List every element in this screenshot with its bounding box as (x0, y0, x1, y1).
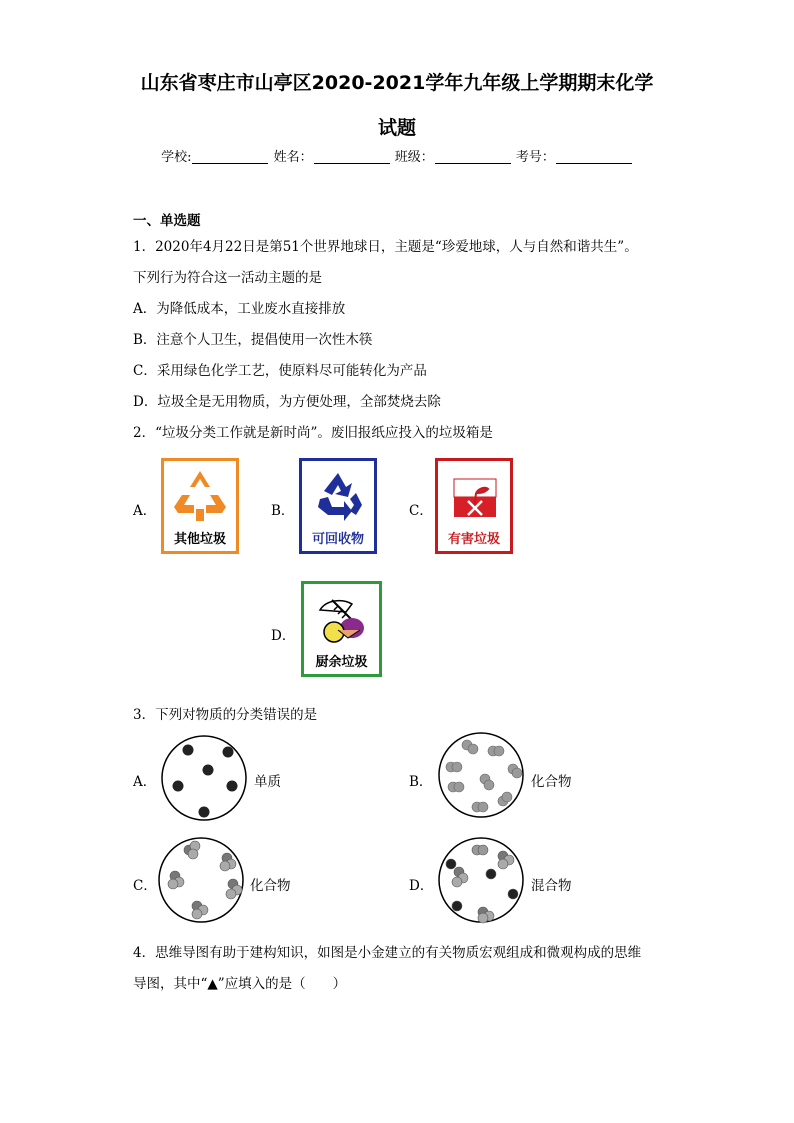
q3-option-b-letter: B． (409, 774, 433, 790)
q2-option-d-bin[interactable] (301, 581, 382, 677)
q3-option-b-label: 化合物 (531, 774, 572, 790)
hazardous-waste-icon (446, 467, 502, 529)
bin-label-other: 其他垃圾 (173, 532, 226, 547)
page-title: 山东省枣庄市山亭区2020-2021学年九年级上学期期末化学 (140, 72, 654, 94)
q2-option-a-bin[interactable] (161, 458, 239, 554)
q3-option-d-letter: D． (409, 878, 434, 894)
q1-option-c[interactable]: C．采用绿色化学工艺，使原料尽可能转化为产品 (133, 363, 427, 379)
q3-a-particle-diagram[interactable] (160, 734, 248, 822)
recycle-icon (310, 467, 366, 529)
q2-option-c-bin[interactable] (435, 458, 513, 554)
q2-option-b-letter: B． (271, 503, 295, 519)
class-label: 班级： (394, 150, 434, 165)
q1-option-d[interactable]: D．垃圾全是无用物质，为方便处理，全部焚烧去除 (133, 394, 441, 410)
q3-d-particle-diagram[interactable] (437, 836, 525, 924)
other-waste-icon (172, 467, 228, 529)
q4-stem-line2: 导图，其中“▲”应填入的是（ ） (133, 976, 347, 992)
q1-option-a[interactable]: A．为降低成本，工业废水直接排放 (133, 301, 346, 317)
page-title-line2: 试题 (377, 117, 416, 139)
q3-option-a-label: 单质 (254, 774, 281, 790)
school-blank[interactable] (192, 149, 268, 164)
number-blank[interactable] (556, 149, 632, 164)
q3-option-a-letter: A． (133, 774, 157, 790)
section-heading: 一、单选题 (133, 213, 201, 229)
bin-label-hazardous: 有害垃圾 (447, 532, 500, 547)
bin-label-kitchen: 厨余垃圾 (315, 655, 368, 670)
q1-stem-line2: 下列行为符合这一活动主题的是 (133, 270, 322, 286)
student-info-line (0, 146, 794, 165)
q3-c-particle-diagram[interactable] (157, 836, 245, 924)
bin-label-recyclable: 可回收物 (311, 532, 364, 547)
q1-stem-line1: 1．2020年4月22日是第51个世界地球日，主题是“珍爱地球，人与自然和谐共生”。 (133, 239, 638, 255)
q3-option-c-label: 化合物 (250, 878, 291, 894)
q2-option-b-bin[interactable] (299, 458, 377, 554)
name-label: 姓名： (273, 150, 313, 165)
q2-stem: 2．“垃圾分类工作就是新时尚”。废旧报纸应投入的垃圾箱是 (133, 425, 493, 441)
q1-option-b[interactable]: B．注意个人卫生，提倡使用一次性木筷 (133, 332, 373, 348)
q4-stem-line1: 4．思维导图有助于建构知识，如图是小金建立的有关物质宏观组成和微观构成的思维 (133, 945, 642, 961)
q2-option-c-letter: C． (409, 503, 433, 519)
q2-option-d-letter: D． (271, 628, 296, 644)
q3-option-d-label: 混合物 (531, 878, 572, 894)
name-blank[interactable] (314, 149, 390, 164)
q3-option-c-letter: C． (133, 878, 157, 894)
q3-stem: 3．下列对物质的分类错误的是 (133, 707, 318, 723)
q3-b-particle-diagram[interactable] (437, 731, 525, 819)
number-label: 考号： (515, 150, 555, 165)
class-blank[interactable] (435, 149, 511, 164)
q2-option-a-letter: A． (133, 503, 157, 519)
school-label: 学校: (161, 150, 192, 165)
kitchen-waste-icon (312, 590, 372, 652)
